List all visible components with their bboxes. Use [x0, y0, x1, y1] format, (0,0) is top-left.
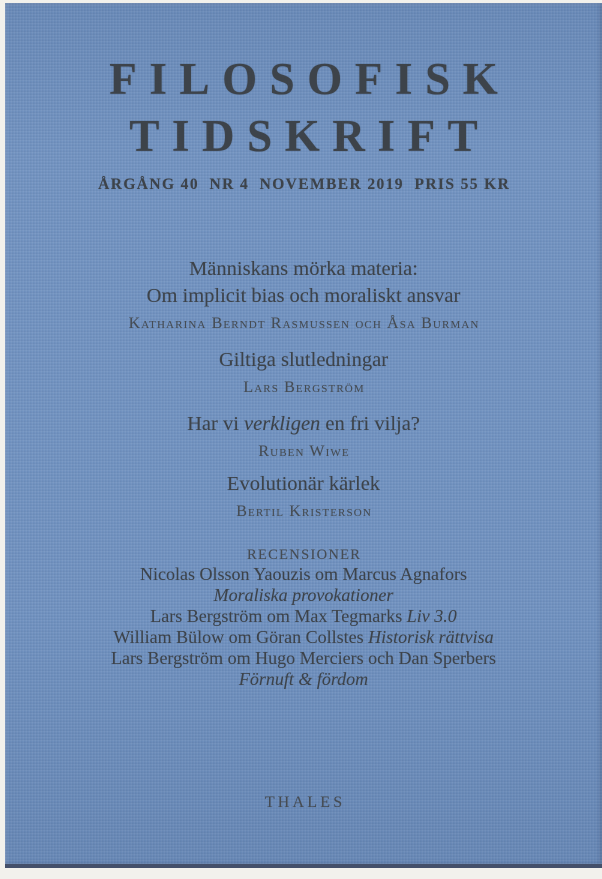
italic-text-segment: verkligen	[244, 413, 321, 435]
article-title-line: Människans mörka materia:	[189, 258, 418, 280]
article-title-line: Om implicit bias och moraliskt ansvar	[146, 285, 461, 307]
review-line	[5, 564, 602, 585]
reviews-list	[5, 564, 602, 689]
publisher-imprint: THALES	[264, 794, 346, 811]
text-segment: en fri vilja?	[320, 413, 420, 435]
review-line	[5, 585, 602, 606]
text-segment: Har vi	[187, 413, 245, 435]
article-authors: Ruben Wiwe	[258, 443, 350, 460]
issue-info-line: ÅRGÅNG 40 NR 4 NOVEMBER 2019 PRIS 55 KR	[98, 176, 511, 193]
article-entry-2	[5, 347, 602, 400]
text-segment: Lars Bergström om Hugo Merciers och Dan Sperbers	[110, 647, 497, 668]
article-entry-4	[5, 471, 602, 524]
article-authors: Bertil Kristerson	[236, 503, 372, 520]
text-segment: Lars Bergström om Max Tegmarks	[150, 605, 407, 626]
article-authors: Katharina Berndt Rasmussen och Åsa Burman	[128, 315, 480, 332]
article-title-line	[5, 411, 602, 438]
review-line	[5, 627, 602, 648]
italic-text-segment: Förnuft & fördom	[238, 668, 369, 689]
review-line	[5, 648, 602, 669]
reviews-section-heading: RECENSIONER	[247, 547, 362, 563]
italic-text-segment: Moraliska provokationer	[213, 584, 394, 605]
journal-masthead	[5, 51, 602, 165]
review-line	[5, 669, 602, 690]
review-line	[5, 606, 602, 627]
article-title-line: Giltiga slutledningar	[218, 349, 389, 371]
masthead-line-2: TIDSKRIFT	[129, 111, 491, 161]
article-entry-3	[5, 411, 602, 464]
article-authors: Lars Bergström	[243, 379, 365, 396]
text-segment: William Bülow om Göran Collstes	[113, 626, 369, 647]
text-segment: Nicolas Olsson Yaouzis om Marcus Agnafors	[140, 564, 467, 584]
masthead-line-1: FILOSOFISK	[109, 54, 511, 104]
italic-text-segment: Historisk rättvisa	[368, 626, 494, 647]
italic-text-segment: Liv 3.0	[406, 605, 457, 626]
article-entry-1	[5, 256, 602, 336]
article-title-line: Evolutionär kärlek	[226, 473, 381, 495]
journal-cover	[5, 3, 602, 868]
